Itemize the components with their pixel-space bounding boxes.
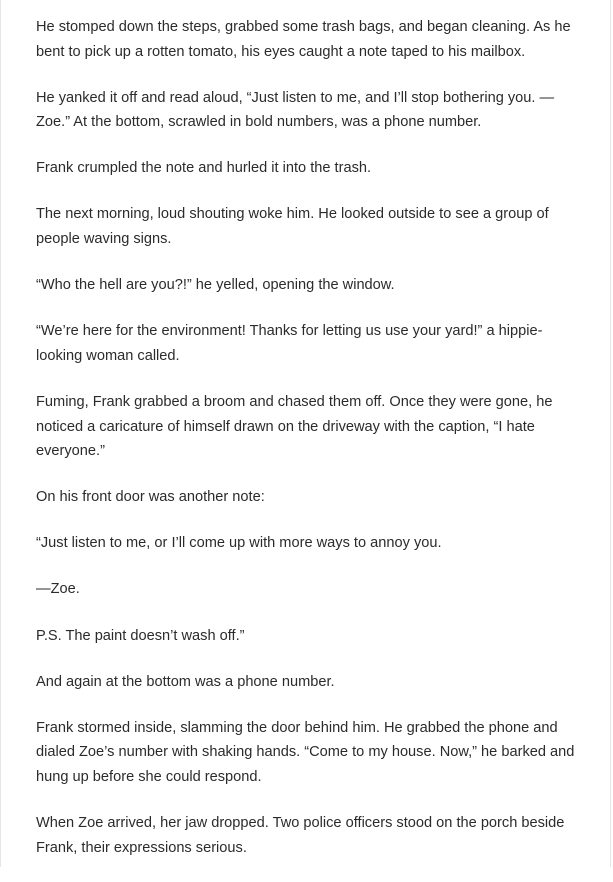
paragraph: He stomped down the steps, grabbed some trash bags, and began cleaning. As he bent to pick up a rotten tomato, his eyes caught a note taped to his mailbox.	[36, 19, 571, 60]
paragraph: And again at the bottom was a phone number.	[36, 673, 335, 690]
paragraph: “Just listen to me, or I’ll come up with more ways to annoy you.	[36, 535, 442, 552]
paragraph: Frank crumpled the note and hurled it into the trash.	[36, 160, 372, 177]
paragraph: “We’re here for the environment! Thanks for letting us use your yard!” a hippie-looking woman called.	[36, 323, 543, 364]
paragraph: He yanked it off and read aloud, “Just listen to me, and I’ll stop bothering you. — Zoe.” At the bottom, scrawled in bold numbers, was a phone number.	[36, 89, 555, 131]
paragraph: The next morning, loud shouting woke him. He looked outside to see a group of people waving signs.	[36, 206, 549, 248]
paragraph: P.S. The paint doesn’t wash off.”	[36, 627, 245, 644]
paragraph: Frank stormed inside, slamming the door behind him. He grabbed the phone and dialed Zoe’s number with shaking hands. “Come to my house. Now,” he barked and hung up before she could respond.	[36, 719, 575, 785]
story-text	[36, 15, 581, 882]
paragraph: “Who the hell are you?!” he yelled, opening the window.	[36, 277, 395, 294]
paragraph: When Zoe arrived, her jaw dropped. Two police officers stood on the porch beside Frank, their expressions serious.	[36, 814, 565, 856]
paragraph: Fuming, Frank grabbed a broom and chased them off. Once they were gone, he noticed a caricature of himself drawn on the driveway with the caption, “I hate everyone.”	[36, 393, 553, 460]
paragraph: On his front door was another note:	[36, 489, 265, 506]
paragraph: —Zoe.	[36, 581, 80, 598]
